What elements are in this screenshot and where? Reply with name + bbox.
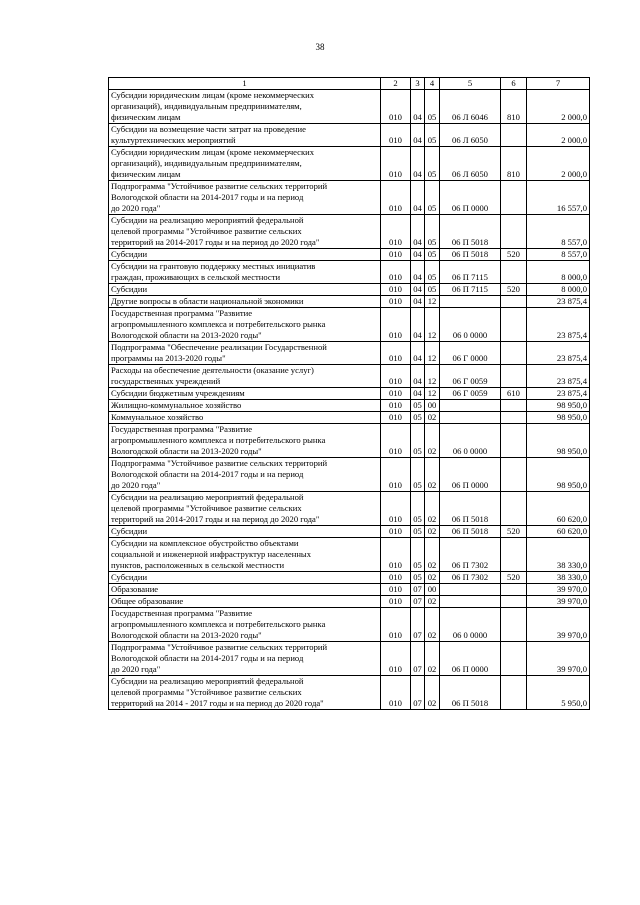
row-name-line: Подпрограмма "Устойчивое развитие сельских территорий — [111, 458, 328, 468]
expense-type-cell — [501, 412, 527, 424]
amount-cell: 60 620,0 — [527, 526, 590, 538]
row-name-line: граждан, проживающих в сельской местности — [111, 272, 281, 282]
table-row — [109, 147, 590, 181]
table-row — [109, 608, 590, 642]
expense-type-cell: 610 — [501, 388, 527, 400]
amount-cell: 23 875,4 — [527, 342, 590, 365]
target-article-cell: 06 П 5018 — [440, 215, 501, 249]
amount-cell: 23 875,4 — [527, 296, 590, 308]
amount-cell: 2 000,0 — [527, 90, 590, 124]
amount-cell: 23 875,4 — [527, 365, 590, 388]
row-name-line: физическим лицам — [111, 169, 181, 179]
code-cell: 010 — [381, 412, 411, 424]
table-row — [109, 424, 590, 458]
table-row — [109, 215, 590, 249]
amount-cell: 8 557,0 — [527, 215, 590, 249]
target-article-cell: 06 Л 6050 — [440, 147, 501, 181]
amount-cell: 98 950,0 — [527, 458, 590, 492]
target-article-cell — [440, 400, 501, 412]
amount-cell: 2 000,0 — [527, 147, 590, 181]
table-row — [109, 492, 590, 526]
target-article-cell: 06 П 5018 — [440, 492, 501, 526]
row-name — [109, 215, 381, 249]
target-article-cell: 06 Г 0059 — [440, 388, 501, 400]
expense-type-cell — [501, 261, 527, 284]
row-name — [109, 90, 381, 124]
table-row — [109, 642, 590, 676]
section-cell: 05 — [411, 538, 425, 572]
row-name — [109, 147, 381, 181]
code-cell: 010 — [381, 596, 411, 608]
section-cell: 07 — [411, 596, 425, 608]
row-name — [109, 124, 381, 147]
code-cell: 010 — [381, 608, 411, 642]
subsection-cell: 05 — [425, 215, 440, 249]
row-name — [109, 572, 381, 584]
section-cell: 04 — [411, 249, 425, 261]
row-name-line: культуртехнических мероприятий — [111, 135, 236, 145]
target-article-cell: 06 П 0000 — [440, 642, 501, 676]
column-header: 6 — [501, 78, 527, 90]
target-article-cell: 06 П 5018 — [440, 249, 501, 261]
subsection-cell: 00 — [425, 400, 440, 412]
section-cell: 04 — [411, 342, 425, 365]
section-cell: 04 — [411, 296, 425, 308]
row-name-line: целевой программы "Устойчивое развитие сельских — [111, 226, 302, 236]
row-name-line: Вологодской области на 2013-2020 годы" — [111, 446, 262, 456]
amount-cell: 39 970,0 — [527, 596, 590, 608]
target-article-cell: 06 П 5018 — [440, 526, 501, 538]
expense-type-cell: 520 — [501, 526, 527, 538]
amount-cell: 39 970,0 — [527, 642, 590, 676]
table-row — [109, 181, 590, 215]
subsection-cell: 02 — [425, 608, 440, 642]
amount-cell: 2 000,0 — [527, 124, 590, 147]
amount-cell: 60 620,0 — [527, 492, 590, 526]
section-cell: 04 — [411, 284, 425, 296]
amount-cell: 16 557,0 — [527, 181, 590, 215]
row-name-line: социальной и инженерной инфраструктур населенных — [111, 549, 311, 559]
target-article-cell: 06 П 5018 — [440, 676, 501, 710]
section-cell: 07 — [411, 584, 425, 596]
section-cell: 05 — [411, 458, 425, 492]
amount-cell: 98 950,0 — [527, 424, 590, 458]
code-cell: 010 — [381, 261, 411, 284]
row-name — [109, 388, 381, 400]
row-name-line: Субсидии на реализацию мероприятий федеральной — [111, 215, 304, 225]
subsection-cell: 02 — [425, 492, 440, 526]
code-cell: 010 — [381, 388, 411, 400]
row-name-line: Субсидии на грантовую поддержку местных инициатив — [111, 261, 316, 271]
amount-cell: 8 557,0 — [527, 249, 590, 261]
expense-type-cell — [501, 181, 527, 215]
section-cell: 04 — [411, 147, 425, 181]
table-row — [109, 676, 590, 710]
row-name-line: Субсидии на реализацию мероприятий федеральной — [111, 676, 304, 686]
section-cell: 04 — [411, 90, 425, 124]
row-name — [109, 342, 381, 365]
table-row — [109, 90, 590, 124]
code-cell: 010 — [381, 296, 411, 308]
subsection-cell: 02 — [425, 642, 440, 676]
section-cell: 07 — [411, 642, 425, 676]
row-name — [109, 296, 381, 308]
code-cell: 010 — [381, 424, 411, 458]
subsection-cell: 05 — [425, 284, 440, 296]
row-name-line: Субсидии на комплексное обустройство объектами — [111, 538, 299, 548]
row-name — [109, 584, 381, 596]
subsection-cell: 12 — [425, 388, 440, 400]
row-name — [109, 284, 381, 296]
target-article-cell: 06 Г 0000 — [440, 342, 501, 365]
amount-cell: 98 950,0 — [527, 400, 590, 412]
row-name-line: агропромышленного комплекса и потребительского рынка — [111, 435, 326, 445]
amount-cell: 38 330,0 — [527, 538, 590, 572]
code-cell: 010 — [381, 90, 411, 124]
amount-cell: 39 970,0 — [527, 584, 590, 596]
target-article-cell: 06 Г 0059 — [440, 365, 501, 388]
row-name-line: Государственная программа "Развитие — [111, 308, 253, 318]
table-row — [109, 412, 590, 424]
code-cell: 010 — [381, 308, 411, 342]
row-name-line: Вологодской области на 2013-2020 годы" — [111, 330, 262, 340]
table-row — [109, 388, 590, 400]
row-name-line: территорий на 2014-2017 годы и на период до 2020 года" — [111, 514, 320, 524]
target-article-cell — [440, 596, 501, 608]
column-header: 2 — [381, 78, 411, 90]
target-article-cell: 06 П 7115 — [440, 261, 501, 284]
row-name-line: до 2020 года" — [111, 480, 161, 490]
column-header: 4 — [425, 78, 440, 90]
expense-type-cell — [501, 215, 527, 249]
table-row — [109, 342, 590, 365]
code-cell: 010 — [381, 458, 411, 492]
section-cell: 04 — [411, 124, 425, 147]
row-name — [109, 642, 381, 676]
column-header: 5 — [440, 78, 501, 90]
row-name-line: Государственная программа "Развитие — [111, 424, 253, 434]
amount-cell: 23 875,4 — [527, 388, 590, 400]
code-cell: 010 — [381, 365, 411, 388]
code-cell: 010 — [381, 492, 411, 526]
target-article-cell: 06 П 7302 — [440, 572, 501, 584]
row-name — [109, 596, 381, 608]
expense-type-cell — [501, 676, 527, 710]
section-cell: 07 — [411, 608, 425, 642]
subsection-cell: 12 — [425, 342, 440, 365]
row-name — [109, 412, 381, 424]
row-name-line: Подпрограмма "Устойчивое развитие сельских территорий — [111, 642, 328, 652]
section-cell: 05 — [411, 400, 425, 412]
row-name-line: целевой программы "Устойчивое развитие сельских — [111, 503, 302, 513]
row-name-line: Вологодской области на 2014-2017 годы и на период — [111, 653, 304, 663]
section-cell: 04 — [411, 388, 425, 400]
row-name-line: государственных учреждений — [111, 376, 221, 386]
subsection-cell: 05 — [425, 90, 440, 124]
row-name-line: Субсидии — [111, 526, 148, 536]
expense-type-cell: 810 — [501, 90, 527, 124]
subsection-cell: 02 — [425, 424, 440, 458]
row-name-line: территорий на 2014-2017 годы и на период до 2020 года" — [111, 237, 320, 247]
code-cell: 010 — [381, 584, 411, 596]
code-cell: 010 — [381, 342, 411, 365]
row-name-line: Подпрограмма "Устойчивое развитие сельских территорий — [111, 181, 328, 191]
section-cell: 07 — [411, 676, 425, 710]
row-name-line: агропромышленного комплекса и потребительского рынка — [111, 619, 326, 629]
target-article-cell — [440, 412, 501, 424]
page-number: 38 — [315, 42, 325, 52]
table-row — [109, 284, 590, 296]
table-row — [109, 124, 590, 147]
row-name — [109, 608, 381, 642]
table-row — [109, 584, 590, 596]
code-cell: 010 — [381, 147, 411, 181]
row-name-line: Образование — [111, 584, 159, 594]
expense-type-cell: 810 — [501, 147, 527, 181]
code-cell: 010 — [381, 642, 411, 676]
table-row — [109, 261, 590, 284]
code-cell: 010 — [381, 572, 411, 584]
table-row — [109, 526, 590, 538]
row-name — [109, 181, 381, 215]
row-name-line: Общее образование — [111, 596, 184, 606]
row-name-line: Жилищно-коммунальное хозяйство — [111, 400, 242, 410]
section-cell: 05 — [411, 526, 425, 538]
target-article-cell: 06 П 0000 — [440, 458, 501, 492]
table-row — [109, 572, 590, 584]
table-row — [109, 365, 590, 388]
row-name-line: Субсидии на реализацию мероприятий федеральной — [111, 492, 304, 502]
row-name-line: Расходы на обеспечение деятельности (оказание услуг) — [111, 365, 314, 375]
budget-table — [108, 77, 590, 710]
row-name — [109, 249, 381, 261]
expense-type-cell — [501, 492, 527, 526]
column-header: 7 — [527, 78, 590, 90]
row-name-line: Другие вопросы в области национальной экономики — [111, 296, 304, 306]
row-name-line: Субсидии бюджетным учреждениям — [111, 388, 245, 398]
subsection-cell: 12 — [425, 296, 440, 308]
target-article-cell — [440, 584, 501, 596]
target-article-cell: 06 0 0000 — [440, 608, 501, 642]
code-cell: 010 — [381, 215, 411, 249]
row-name — [109, 492, 381, 526]
row-name-line: Вологодской области на 2013-2020 годы" — [111, 630, 262, 640]
row-name-line: Коммунальное хозяйство — [111, 412, 204, 422]
subsection-cell: 02 — [425, 596, 440, 608]
target-article-cell: 06 Л 6050 — [440, 124, 501, 147]
expense-type-cell — [501, 608, 527, 642]
column-header: 1 — [109, 78, 381, 90]
amount-cell: 39 970,0 — [527, 608, 590, 642]
section-cell: 05 — [411, 412, 425, 424]
subsection-cell: 02 — [425, 526, 440, 538]
row-name-line: Вологодской области на 2014-2017 годы и на период — [111, 192, 304, 202]
row-name-line: физическим лицам — [111, 112, 181, 122]
table-row — [109, 400, 590, 412]
amount-cell: 8 000,0 — [527, 261, 590, 284]
subsection-cell: 02 — [425, 538, 440, 572]
table-row — [109, 458, 590, 492]
target-article-cell: 06 0 0000 — [440, 308, 501, 342]
row-name — [109, 526, 381, 538]
section-cell: 04 — [411, 215, 425, 249]
expense-type-cell — [501, 458, 527, 492]
subsection-cell: 02 — [425, 458, 440, 492]
amount-cell: 5 950,0 — [527, 676, 590, 710]
subsection-cell: 05 — [425, 124, 440, 147]
row-name-line: организаций), индивидуальным предпринимателям, — [111, 158, 302, 168]
amount-cell: 8 000,0 — [527, 284, 590, 296]
expense-type-cell — [501, 538, 527, 572]
table-row — [109, 538, 590, 572]
row-name — [109, 308, 381, 342]
subsection-cell: 05 — [425, 181, 440, 215]
row-name-line: Подпрограмма "Обеспечение реализации Государственной — [111, 342, 327, 352]
row-name-line: Государственная программа "Развитие — [111, 608, 253, 618]
target-article-cell: 06 0 0000 — [440, 424, 501, 458]
subsection-cell: 00 — [425, 584, 440, 596]
expense-type-cell — [501, 424, 527, 458]
row-name — [109, 261, 381, 284]
row-name-line: организаций), индивидуальным предпринимателям, — [111, 101, 302, 111]
section-cell: 05 — [411, 572, 425, 584]
table-row — [109, 596, 590, 608]
code-cell: 010 — [381, 526, 411, 538]
code-cell: 010 — [381, 400, 411, 412]
row-name-line: Субсидии юридическим лицам (кроме некоммерческих — [111, 147, 315, 157]
code-cell: 010 — [381, 538, 411, 572]
section-cell: 04 — [411, 181, 425, 215]
expense-type-cell — [501, 124, 527, 147]
row-name-line: агропромышленного комплекса и потребительского рынка — [111, 319, 326, 329]
row-name-line: программы на 2013-2020 годы" — [111, 353, 226, 363]
section-cell: 04 — [411, 365, 425, 388]
row-name-line: Субсидии на возмещение части затрат на проведение — [111, 124, 306, 134]
subsection-cell: 02 — [425, 412, 440, 424]
section-cell: 04 — [411, 261, 425, 284]
code-cell: 010 — [381, 284, 411, 296]
row-name-line: Субсидии — [111, 249, 148, 259]
table-row — [109, 249, 590, 261]
row-name-line: Вологодской области на 2014-2017 годы и на период — [111, 469, 304, 479]
code-cell: 010 — [381, 249, 411, 261]
row-name — [109, 458, 381, 492]
target-article-cell — [440, 296, 501, 308]
row-name — [109, 538, 381, 572]
expense-type-cell — [501, 308, 527, 342]
section-cell: 04 — [411, 308, 425, 342]
subsection-cell: 05 — [425, 261, 440, 284]
amount-cell: 38 330,0 — [527, 572, 590, 584]
subsection-cell: 12 — [425, 308, 440, 342]
amount-cell: 98 950,0 — [527, 412, 590, 424]
target-article-cell: 06 Л 6046 — [440, 90, 501, 124]
section-cell: 05 — [411, 492, 425, 526]
table-row — [109, 308, 590, 342]
expense-type-cell — [501, 642, 527, 676]
row-name — [109, 424, 381, 458]
expense-type-cell — [501, 584, 527, 596]
subsection-cell: 02 — [425, 572, 440, 584]
expense-type-cell — [501, 296, 527, 308]
target-article-cell: 06 П 7115 — [440, 284, 501, 296]
table-header-row — [109, 78, 590, 90]
target-article-cell: 06 П 0000 — [440, 181, 501, 215]
code-cell: 010 — [381, 676, 411, 710]
subsection-cell: 02 — [425, 676, 440, 710]
row-name-line: до 2020 года" — [111, 664, 161, 674]
expense-type-cell: 520 — [501, 249, 527, 261]
subsection-cell: 05 — [425, 147, 440, 181]
subsection-cell: 12 — [425, 365, 440, 388]
row-name-line: Субсидии — [111, 572, 148, 582]
row-name-line: до 2020 года" — [111, 203, 161, 213]
row-name-line: территорий на 2014 - 2017 годы и на период до 2020 года" — [111, 698, 324, 708]
row-name-line: Субсидии юридическим лицам (кроме некоммерческих — [111, 90, 315, 100]
amount-cell: 23 875,4 — [527, 308, 590, 342]
target-article-cell: 06 П 7302 — [440, 538, 501, 572]
row-name-line: пунктов, расположенных в сельской местности — [111, 560, 285, 570]
expense-type-cell — [501, 342, 527, 365]
section-cell: 05 — [411, 424, 425, 458]
code-cell: 010 — [381, 181, 411, 215]
subsection-cell: 05 — [425, 249, 440, 261]
row-name — [109, 400, 381, 412]
expense-type-cell: 520 — [501, 284, 527, 296]
row-name — [109, 365, 381, 388]
row-name — [109, 676, 381, 710]
expense-type-cell — [501, 400, 527, 412]
row-name-line: Субсидии — [111, 284, 148, 294]
expense-type-cell: 520 — [501, 572, 527, 584]
table-row — [109, 296, 590, 308]
expense-type-cell — [501, 596, 527, 608]
expense-type-cell — [501, 365, 527, 388]
code-cell: 010 — [381, 124, 411, 147]
column-header: 3 — [411, 78, 425, 90]
row-name-line: целевой программы "Устойчивое развитие сельских — [111, 687, 302, 697]
